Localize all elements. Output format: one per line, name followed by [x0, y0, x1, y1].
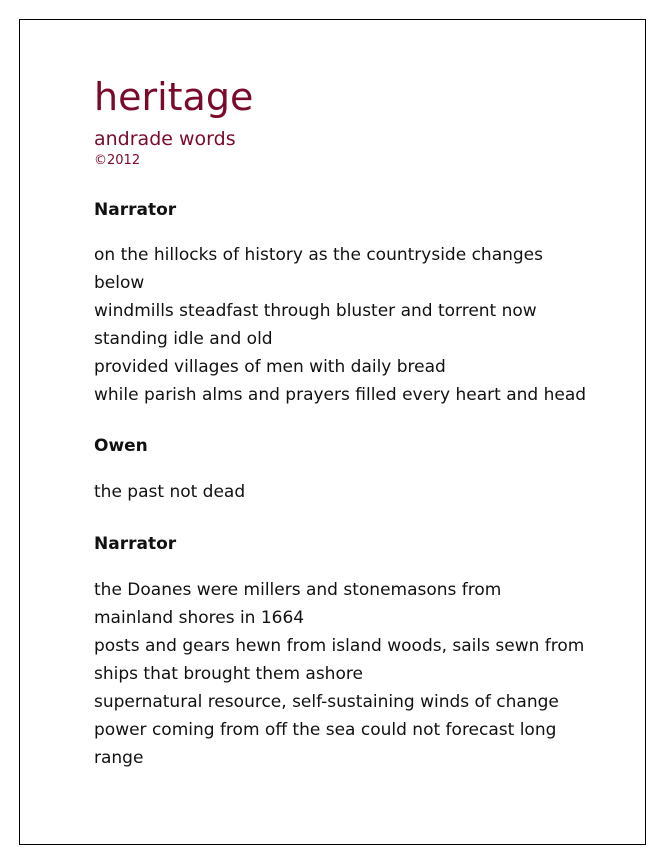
- poem-line: the past not dead: [94, 482, 246, 502]
- author-byline: andrade words: [94, 128, 236, 150]
- poem-line: mainland shores in 1664: [94, 608, 305, 628]
- stanza: [94, 241, 594, 409]
- stanza: [94, 478, 594, 506]
- poem-line: posts and gears hewn from island woods, sails sewn from: [94, 636, 585, 656]
- poem-line: while parish alms and prayers filled every heart and head: [94, 385, 587, 405]
- poem-line: provided villages of men with daily bread: [94, 357, 446, 377]
- poem-line: on the hillocks of history as the countryside changes: [94, 245, 543, 265]
- poem-line: range: [94, 748, 144, 768]
- copyright-notice: ©2012: [94, 153, 141, 168]
- poem-line: below: [94, 273, 145, 293]
- speaker-label: Owen: [94, 436, 148, 456]
- speaker-label: Narrator: [94, 534, 177, 554]
- poem-line: windmills steadfast through bluster and torrent now: [94, 301, 537, 321]
- poem-line: the Doanes were millers and stonemasons from: [94, 580, 502, 600]
- poem-line: ships that brought them ashore: [94, 664, 363, 684]
- speaker-label: Narrator: [94, 200, 177, 220]
- poem-title: heritage: [94, 75, 254, 119]
- poem-line: standing idle and old: [94, 329, 273, 349]
- document-page: [19, 19, 646, 845]
- stanza: [94, 576, 594, 772]
- poem-line: supernatural resource, self-sustaining winds of change: [94, 692, 559, 712]
- poem-line: power coming from off the sea could not forecast long: [94, 720, 557, 740]
- poem-content: [94, 75, 594, 772]
